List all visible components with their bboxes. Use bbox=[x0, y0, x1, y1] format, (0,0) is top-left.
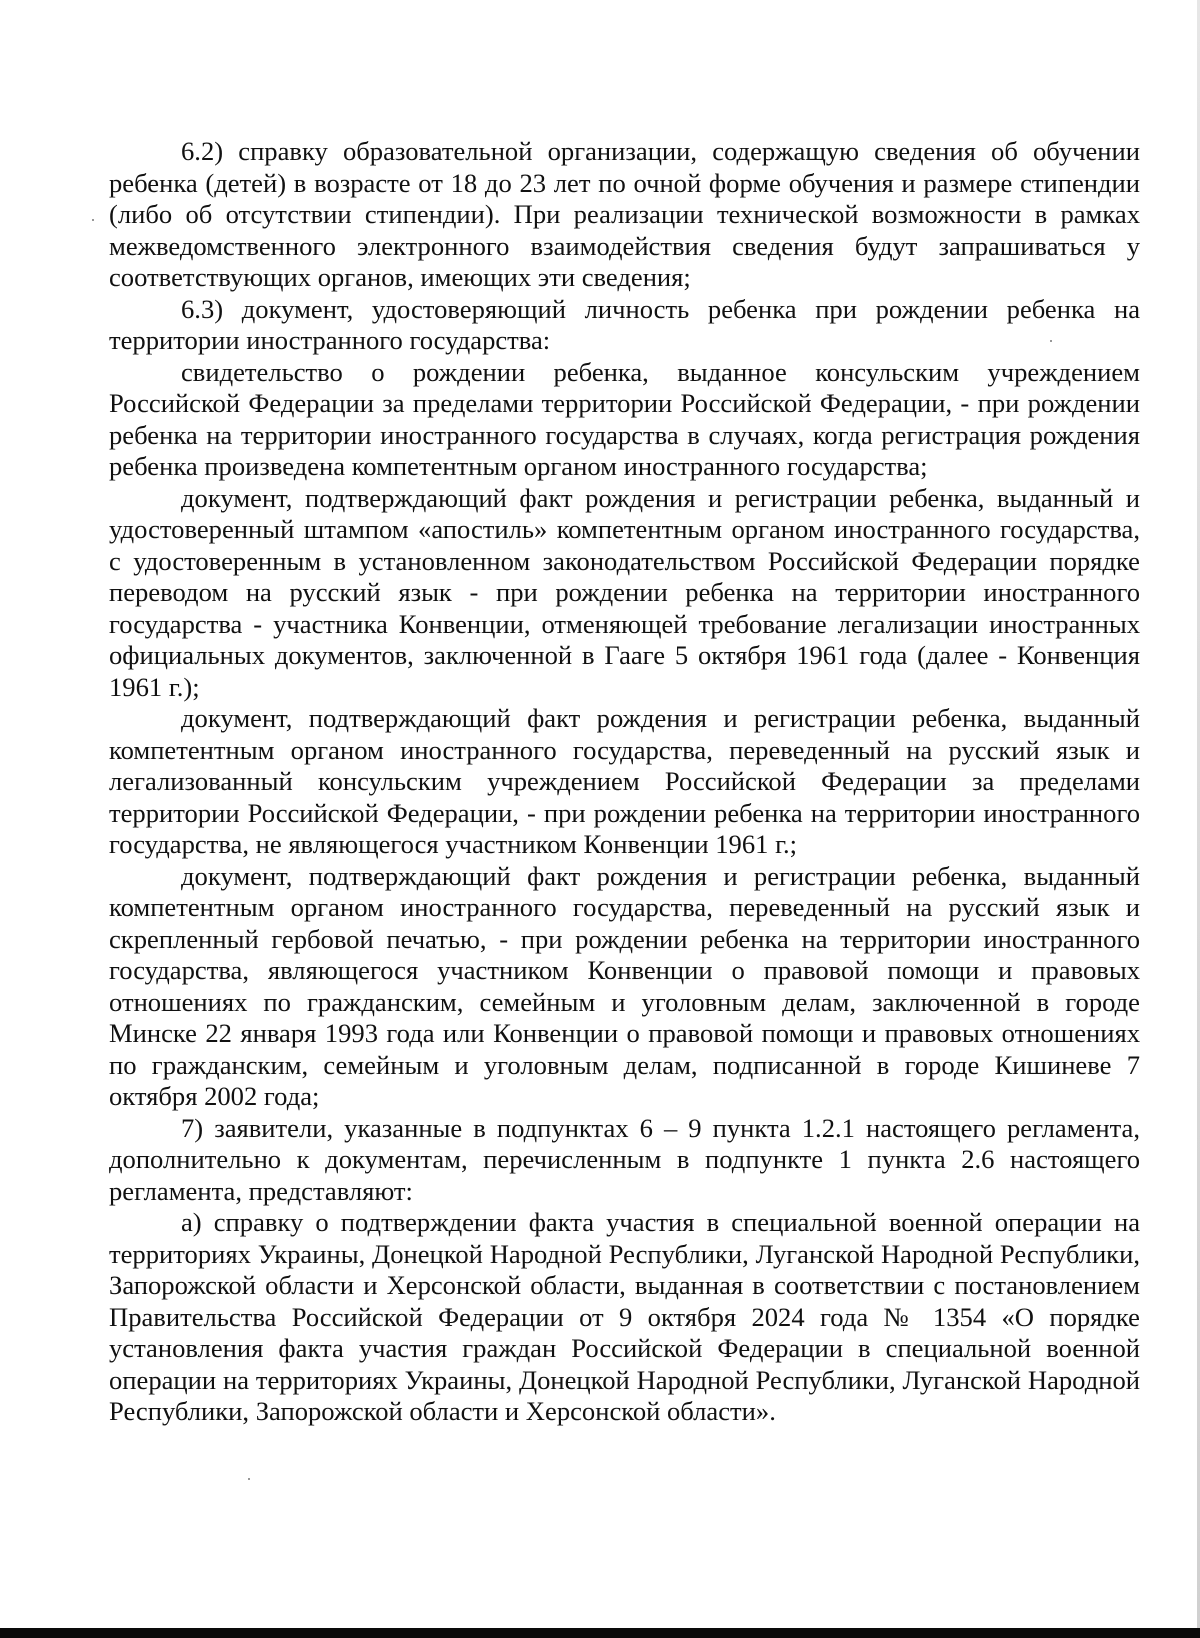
paragraph-sealed-document: документ, подтверждающий факт рождения и регистрации ребенка, выданный компетентным органом иностранного государства, переведенный на русский язык и скрепленный гербовой печатью, - при рождении ребенка на территории иностранного государства, являющегося участником Конвенции о правовой помощи и правовых отношениях по гражданским, семейным и уголовным делам, заключенной в городе Минске 22 января 1993 года или Конвенции о правовой помощи и правовых отношениях по гражданским, семейным и уголовным делам, подписанной в городе Кишиневе 7 октября 2002 года; bbox=[109, 860, 1140, 1111]
paragraph-consular-certificate: свидетельство о рождении ребенка, выданное консульским учреждением Российской Федерации за пределами территории Российской Федерации, - при рождении ребенка на территории иностранного государства в случаях, когда регистрация рождения ребенка произведена компетентным органом иностранного государства; bbox=[109, 356, 1140, 481]
paragraph-7a: а) справку о подтверждении факта участия в специальной военной операции на территориях Украины, Донецкой Народной Республики, Луганской Народной Республики, Запорожской области и Херсонской области, выданная в соответствии с постановлением Правительства Российской Федерации от 9 октября 2024 года № 1354 «О порядке установления факта участия граждан Российской Федерации в специальной военной операции на территориях Украины, Донецкой Народной Республики, Луганской Народной Республики, Запорожской области и Херсонской области». bbox=[109, 1207, 1140, 1426]
scan-speck bbox=[248, 1478, 250, 1480]
paragraph-apostille-document: документ, подтверждающий факт рождения и регистрации ребенка, выданный и удостоверенный штампом «апостиль» компетентным органом иностранного государства, с удостоверенным в установленном законодательством Российской Федерации порядке переводом на русский язык - при рождении ребенка на территории иностранного государства - участника Конвенции, отменяющей требование легализации иностранных официальных документов, заключенной в Гааге 5 октября 1961 года (далее - Конвенция 1961 г.); bbox=[109, 482, 1140, 702]
document-text bbox=[109, 136, 1140, 1428]
paragraph-6-2: 6.2) справку образовательной организации, содержащую сведения об обучении ребенка (детей) в возрасте от 18 до 23 лет по очной форме обучения и размере стипендии (либо об отсутствии стипендии). При реализации технической возможности в рамках межведомственного электронного взаимодействия сведения будут запрашиваться у соответствующих органов, имеющих эти сведения; bbox=[109, 136, 1140, 292]
paragraph-legalized-document: документ, подтверждающий факт рождения и регистрации ребенка, выданный компетентным органом иностранного государства, переведенный на русский язык и легализованный консульским учреждением Российской Федерации за пределами территории Российской Федерации, - при рождении ребенка на территории иностранного государства, не являющегося участником Конвенции 1961 г.; bbox=[109, 703, 1140, 859]
paragraph-7: 7) заявители, указанные в подпунктах 6 – 9 пункта 1.2.1 настоящего регламента, дополнительно к документам, перечисленным в подпункте 1 пункта 2.6 настоящего регламента, представляют: bbox=[109, 1112, 1140, 1206]
scan-speck bbox=[92, 219, 94, 221]
scan-bottom-bar bbox=[0, 1628, 1200, 1638]
paragraph-6-3: 6.3) документ, удостоверяющий личность ребенка при рождении ребенка на территории иностранного государства: bbox=[109, 293, 1140, 355]
scan-speck bbox=[1050, 340, 1052, 342]
